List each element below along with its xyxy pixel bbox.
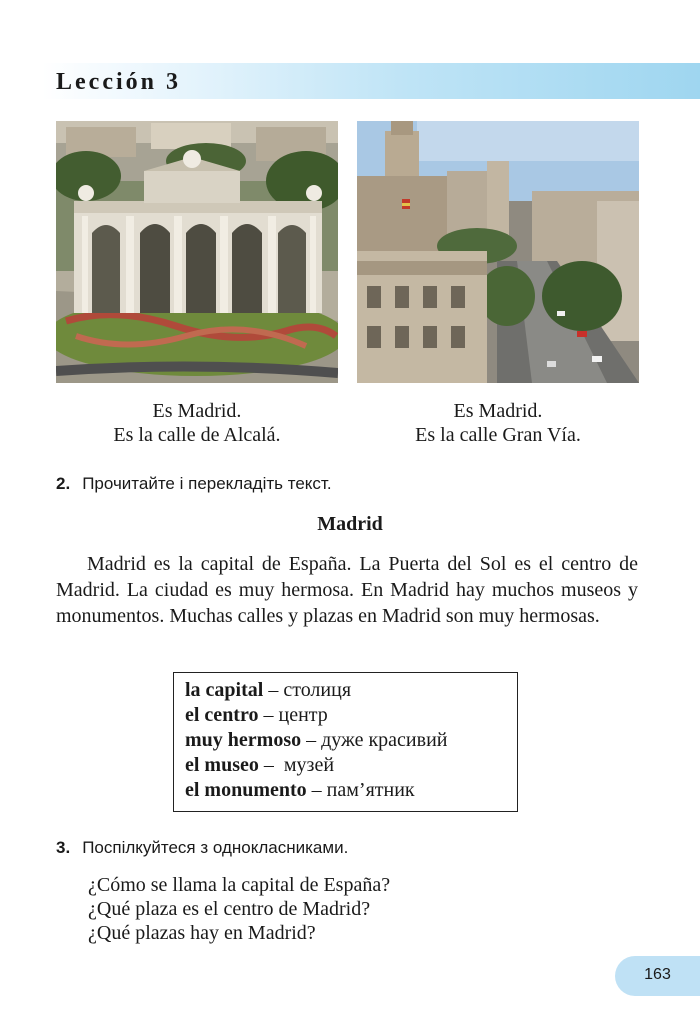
photo-caption-alcala: [56, 399, 338, 447]
vocab-separator: –: [258, 754, 284, 776]
vocab-row: [185, 778, 517, 803]
vocab-translation: столиця: [283, 679, 352, 701]
vocab-term: el monumento: [185, 779, 307, 801]
vocab-separator: –: [258, 704, 279, 726]
vocab-term: la capital: [185, 679, 264, 701]
page-number-tab: [615, 956, 700, 996]
task-3: [56, 838, 348, 858]
vocab-separator: –: [301, 729, 322, 751]
vocab-separator: –: [306, 779, 327, 801]
lesson-title: Lección 3: [56, 69, 181, 95]
vocab-translation: центр: [278, 704, 328, 726]
vocab-row: [185, 728, 517, 753]
question: ¿Qué plazas hay en Madrid?: [88, 922, 316, 944]
vocab-term: muy hermoso: [185, 729, 302, 751]
vocabulary-box: [173, 672, 518, 812]
question: ¿Cómo se llama la capital de España?: [88, 874, 391, 896]
vocab-row: [185, 753, 517, 778]
photo-gran-via: [357, 121, 639, 383]
task-instruction: Прочитайте і перекладіть текст.: [82, 474, 332, 493]
photo-caption-gran-via: [357, 399, 639, 447]
caption-line: Es Madrid.: [152, 400, 242, 422]
task-2: [56, 474, 332, 494]
caption-line: Es Madrid.: [453, 400, 543, 422]
task-number: 3.: [56, 838, 71, 857]
vocab-row: [185, 703, 517, 728]
vocab-translation: дуже красивий: [321, 729, 448, 751]
caption-line: Es la calle Gran Vía.: [415, 424, 581, 446]
vocab-translation: музей: [283, 754, 335, 776]
vocab-separator: –: [263, 679, 284, 701]
task-number: 2.: [56, 474, 71, 493]
question: ¿Qué plaza es el centro de Madrid?: [88, 898, 371, 920]
page-number: 163: [644, 966, 671, 983]
reading-text: Madrid es la capital de España. La Puerta del Sol es el centro de Madrid. La ciudad es muy hermosa. En Madrid hay muchos museos y monumentos. Muchas calles y plazas en Madrid son muy hermosas.: [56, 553, 638, 627]
reading-title: Madrid: [317, 513, 383, 535]
questions-list: [88, 873, 390, 945]
photo-puerta-de-alcala: [56, 121, 338, 383]
task-instruction: Поспілкуйтеся з однокласниками.: [82, 838, 349, 857]
vocab-translation: пам’ятник: [326, 779, 415, 801]
vocab-row: [185, 678, 517, 703]
vocab-term: el museo: [185, 754, 259, 776]
vocab-term: el centro: [185, 704, 259, 726]
caption-line: Es la calle de Alcalá.: [113, 424, 281, 446]
